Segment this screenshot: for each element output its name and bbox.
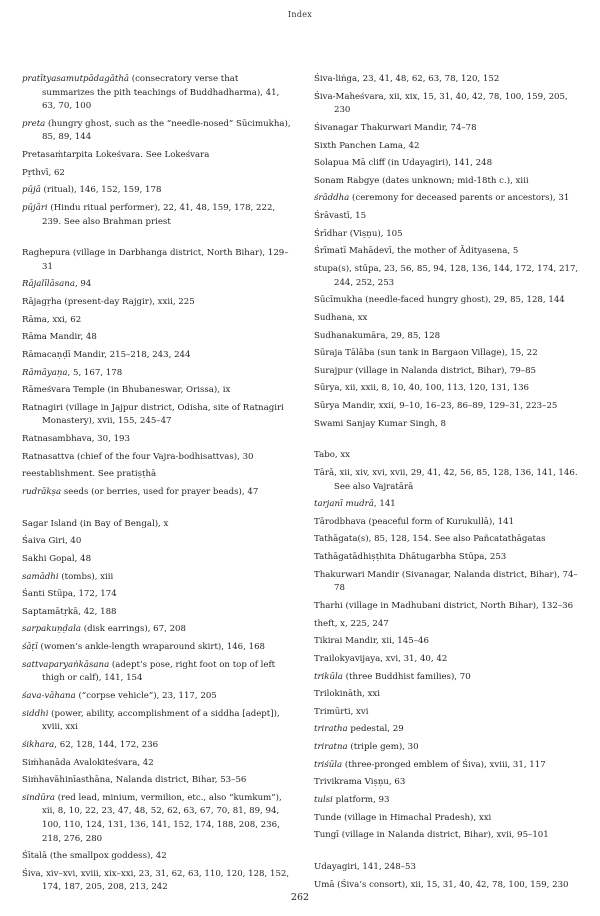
index-entry <box>314 635 584 649</box>
index-entry-text: Sūraja Tālāba (sun tank in Bargaon Village), 15, 22 <box>314 348 538 359</box>
index-entry <box>314 91 584 118</box>
index-entry-text: seeds (or berries, used for prayer beads), 47 <box>61 487 259 498</box>
index-entry-term: triśūla <box>314 759 343 770</box>
index-entry-text: Rāmacaṇḍī Mandir, 215–218, 243, 244 <box>22 349 191 360</box>
index-entry-term: Rāmāyaṇa <box>22 367 68 378</box>
index-entry <box>22 850 292 864</box>
index-entry <box>22 402 292 429</box>
index-entry-text: Ratnasattva (chief of the four Vajra-bodhisattvas), 30 <box>22 451 254 462</box>
index-entry-text: (hungry ghost, such as the “needle-nosed” Sūcimukha), 85, 89, 144 <box>42 118 291 143</box>
index-entry <box>22 659 292 686</box>
index-entry <box>314 330 584 344</box>
index-entry-text: Sonam Rabgye (dates unknown; mid-18th c.), xiii <box>314 175 529 186</box>
index-entry <box>314 263 584 290</box>
index-entry-term: śāṭī <box>22 642 38 653</box>
index-entry-text: Tārā, xii, xiv, xvi, xvii, 29, 41, 42, 56, 85, 128, 136, 141, 146. See also Vajratārā <box>314 467 578 492</box>
index-entry-term: tarjanī mudrā <box>314 499 374 510</box>
index-entry-term: preta <box>22 118 46 129</box>
index-entry-text: theft, x, 225, 247 <box>314 618 389 629</box>
index-entry-term: Rājalīlāsana <box>22 279 75 290</box>
index-entry <box>22 73 292 114</box>
index-entry <box>314 418 584 432</box>
index-entry <box>22 792 292 846</box>
index-entry-text: Solapua Mā cliff (in Udayagiri), 141, 248 <box>314 158 493 169</box>
index-entry <box>314 245 584 259</box>
index-entry-text: Tunde (village in Himachal Pradesh), xxi <box>314 812 492 823</box>
index-entry <box>314 175 584 189</box>
index-entry-term: sarpakuṇḍala <box>22 624 82 635</box>
index-entry <box>22 708 292 735</box>
index-entry-text: , 5, 167, 178 <box>67 367 123 378</box>
index-entry-text: Thakurwari Mandir (Sivanagar, Nalanda district, Bihar), 74–78 <box>314 569 578 594</box>
index-entry <box>314 157 584 171</box>
index-entry-text: Sakhi Gopal, 48 <box>22 553 92 564</box>
index-entry-text: , 141 <box>373 499 396 510</box>
index-entry-text: platform, 93 <box>332 795 390 806</box>
index-entry-text: Raghepura (village in Darbhanga district, North Bihar), 129–31 <box>22 248 289 272</box>
index-entry-text: , 94 <box>74 279 92 290</box>
index-entry-text: Śiva-liṅga, 23, 41, 48, 62, 63, 78, 120, 152 <box>314 74 500 84</box>
index-entry <box>314 671 584 685</box>
index-entry-text: Sudhana, xx <box>314 312 368 323</box>
index-entry <box>314 467 584 494</box>
index-entry <box>314 812 584 826</box>
index-entry-text: (tombs), xiii <box>58 571 114 582</box>
index-entry <box>314 653 584 667</box>
index-entry-term: pūjā <box>22 185 41 196</box>
index-entry-term: śrāddha <box>314 193 350 204</box>
index-entry-text: Trailokyavijaya, xvi, 31, 40, 42 <box>314 653 448 664</box>
index-entry-term: trikūla <box>314 671 343 682</box>
index-entry-text: Tikirai Mandir, xii, 145–46 <box>314 636 429 647</box>
index-entry-text: Siṁhanāda Avalokiteśvara, 42 <box>22 757 154 768</box>
index-entry-text: Śiva, xiv–xvi, xviii, xix–xxi, 23, 31, 62, 63, 110, 120, 128, 152, 174, 187, 205, 208, 213, 242 <box>22 868 290 893</box>
index-entry-text: Śrīdhar (Viṣṇu), 105 <box>314 228 403 239</box>
index-entry-term: pūjāri <box>22 202 48 213</box>
index-entry <box>22 451 292 465</box>
index-entry-text: (three-pronged emblem of Śiva), xviii, 31, 117 <box>342 759 546 770</box>
index-entry-text: Ratnagiri (village in Jajpur district, Odisha, site of Ratnagiri Monastery), xvii, 155, 245–47 <box>22 402 284 427</box>
index-entry <box>314 294 584 308</box>
index-entry <box>22 149 292 163</box>
index-entry-term: triratna <box>314 742 348 753</box>
index-entry <box>22 247 292 274</box>
index-entry-term: sindūra <box>22 792 55 803</box>
index-entry <box>22 468 292 482</box>
index-entry-term: tulsi <box>314 795 333 806</box>
index-entry-text: Śanti Stūpa, 172, 174 <box>22 589 117 600</box>
index-entry-term: siddhi <box>22 708 49 719</box>
index-entry-text: (triple gem), 30 <box>347 742 419 753</box>
index-entry-text: (disk earrings), 67, 208 <box>81 624 186 635</box>
index-entry <box>22 623 292 637</box>
index-entry-text: Tathāgata(s), 85, 128, 154. See also Pañcatathāgatas <box>314 534 546 545</box>
index-entry-text: Sūrya, xii, xxii, 8, 10, 40, 100, 113, 120, 131, 136 <box>314 383 530 394</box>
index-entry <box>314 600 584 614</box>
index-entry <box>314 228 584 242</box>
index-entry <box>22 184 292 198</box>
index-entry <box>22 739 292 753</box>
index-entry <box>314 706 584 720</box>
index-entry-text: Tabo, xx <box>314 450 351 461</box>
index-entry-text: (three Buddhist families), 70 <box>342 671 471 682</box>
index-entry-text: Sudhanakumāra, 29, 85, 128 <box>314 330 441 341</box>
index-entry-term: śikhara <box>22 739 55 750</box>
index-entry <box>314 723 584 737</box>
index-entry-text: (women’s ankle-length wraparound skirt), 146, 168 <box>37 642 266 653</box>
index-entry-text: (ritual), 146, 152, 159, 178 <box>40 185 162 196</box>
index-entry <box>22 868 292 895</box>
index-entry <box>22 774 292 788</box>
index-entry-text: Pretasaṁtarpita Lokeśvara. See Lokeśvara <box>22 150 210 161</box>
index-entry-text: pedestal, 29 <box>347 724 404 735</box>
index-entry-text: stupa(s), stūpa, 23, 56, 85, 94, 128, 136, 144, 172, 174, 217, 244, 252, 253 <box>314 264 579 288</box>
index-entry <box>314 400 584 414</box>
index-entry <box>22 433 292 447</box>
index-entry <box>314 498 584 512</box>
index-entry-text: Śrāvastī, 15 <box>314 211 367 222</box>
index-entry-text: Sixth Panchen Lama, 42 <box>314 140 420 151</box>
index-entry <box>314 829 584 843</box>
index-entry-term: samādhi <box>22 571 59 582</box>
index-entry-text: Śrīmatī Mahādevī, the mother of Ādityasena, 5 <box>314 246 519 257</box>
index-entry-text: Trivikrama Viṣṇu, 63 <box>314 777 406 788</box>
index-entry-term: sattvaparyaṅkāsana <box>22 659 110 670</box>
index-entry <box>22 535 292 549</box>
index-entry <box>314 618 584 632</box>
index-entry <box>22 690 292 704</box>
index-entry <box>314 551 584 565</box>
index-entry <box>314 312 584 326</box>
index-entry <box>22 118 292 145</box>
index-entry <box>314 533 584 547</box>
index-entry <box>314 449 584 463</box>
index-column-right <box>314 73 584 896</box>
index-entry <box>314 347 584 361</box>
index-entry-term: rudrākṣa <box>22 487 62 498</box>
index-entry-text: (consecratory verse that summarizes the pith teachings of Buddhadharma), 41, 63, 70, 100 <box>42 74 280 112</box>
index-entry <box>314 192 584 206</box>
index-entry-text: Tārodbhava (peaceful form of Kurukullā), 141 <box>314 516 515 527</box>
index-entry <box>314 776 584 790</box>
index-entry-text: Surajpur (village in Nalanda district, Bihar), 79–85 <box>314 365 537 376</box>
index-entry-text: Siṁhavāhinīasthāna, Nalanda district, Bihar, 53–56 <box>22 775 247 786</box>
index-entry-text: Udayagiri, 141, 248–53 <box>314 861 416 872</box>
index-entry-text: Śītalā (the smallpox goddess), 42 <box>22 851 167 862</box>
index-entry <box>22 331 292 345</box>
index-entry-text: (ceremony for deceased parents or ancestors), 31 <box>349 193 570 204</box>
index-entry-text: Śivanagar Thakurwari Mandir, 74–78 <box>314 122 477 133</box>
index-entry <box>314 122 584 136</box>
index-entry <box>314 365 584 379</box>
index-entry <box>314 759 584 773</box>
index-entry <box>314 861 584 875</box>
index-entry-term: śava-vāhana <box>22 691 76 701</box>
index-entry-text: Śiva-Maheśvara, xii, xix, 15, 31, 40, 42, 78, 100, 159, 205, 230 <box>314 91 568 116</box>
index-entry <box>314 516 584 530</box>
index-entry-text: Sagar Island (in Bay of Bengal), x <box>22 518 169 529</box>
index-entry-text: (adept’s pose, right foot on top of left thigh or calf), 141, 154 <box>42 659 276 684</box>
index-entry <box>314 741 584 755</box>
running-header: Index <box>287 10 313 19</box>
index-entry-text: (red lead, minium, vermilion, etc., also “kumkum”), xii, 8, 10, 22, 23, 47, 48, 52, 62, 63, 67, 70, 81, 89, 94, 100, 110, 124, 131, 136, 141, 152, 174, 188, 208, 236, 218, 276, 280 <box>42 792 282 844</box>
index-entry <box>314 879 584 893</box>
index-entry <box>22 314 292 328</box>
index-entry <box>22 278 292 292</box>
index-entry <box>22 367 292 381</box>
index-entry-text: Trimūrti, xvi <box>314 706 369 717</box>
index-entry-text: Swami Sanjay Kumar Singh, 8 <box>314 418 446 429</box>
index-entry-text: reestablishment. See pratiṣṭhā <box>22 469 157 480</box>
index-entry <box>22 606 292 620</box>
index-entry-text: , 62, 128, 144, 172, 236 <box>54 739 159 750</box>
page-number: 262 <box>290 892 310 903</box>
index-entry <box>314 382 584 396</box>
index-entry <box>22 349 292 363</box>
index-entry-text: (“corpse vehicle”), 23, 117, 205 <box>75 691 217 701</box>
index-entry-text: Trilokināth, xxi <box>314 689 381 700</box>
index-column-left <box>22 73 292 899</box>
index-entry-text: Tathāgatādhiṣṭhita Dhātugarbha Stūpa, 253 <box>314 552 507 563</box>
index-entry <box>314 688 584 702</box>
index-entry-text: Sūcīmukha (needle-faced hungry ghost), 29, 85, 128, 144 <box>314 295 565 306</box>
index-entry <box>314 794 584 808</box>
index-entry <box>314 73 584 87</box>
index-entry-text: Pṛthvī, 62 <box>22 167 65 178</box>
index-entry <box>314 569 584 596</box>
index-entry-term: pratītyasamutpādagāthā <box>22 74 130 84</box>
index-entry-text: Rāma Mandir, 48 <box>22 332 97 343</box>
index-entry-text: Sūrya Mandir, xxii, 9–10, 16–23, 86–89, 129–31, 223–25 <box>314 401 558 412</box>
index-entry <box>314 210 584 224</box>
index-entry <box>22 757 292 771</box>
index-entry-text: Saptamātṛkā, 42, 188 <box>22 606 117 617</box>
index-entry <box>22 571 292 585</box>
index-entry-text: Rājagṛha (present-day Rajgir), xxii, 225 <box>22 297 195 308</box>
index-entry <box>22 588 292 602</box>
index-entry <box>22 384 292 398</box>
index-entry-text: Umā (Śiva’s consort), xii, 15, 31, 40, 42, 78, 100, 159, 230 <box>314 879 569 890</box>
index-entry-text: (power, ability, accomplishment of a siddha [adept]), xviii, xxi <box>42 708 280 733</box>
index-entry-text: Rāmeśvara Temple (in Bhubaneswar, Orissa), ix <box>22 385 231 396</box>
index-entry <box>314 140 584 154</box>
index-entry <box>22 518 292 532</box>
index-entry <box>22 641 292 655</box>
index-entry-text: Rāma, xxi, 62 <box>22 314 82 325</box>
index-entry <box>22 202 292 229</box>
index-entry-text: Ratnasambhava, 30, 193 <box>22 434 130 445</box>
index-entry <box>22 167 292 181</box>
index-entry-text: (Hindu ritual performer), 22, 41, 48, 159, 178, 222, 239. See also Brahman priest <box>42 202 276 227</box>
index-entry-text: Tungī (village in Nalanda district, Bihar), xvii, 95–101 <box>314 830 549 841</box>
index-entry <box>22 486 292 500</box>
index-entry <box>22 553 292 567</box>
index-entry-text: Tharhi (village in Madhubani district, North Bihar), 132–36 <box>314 600 574 611</box>
index-entry-term: triratha <box>314 724 348 735</box>
index-entry <box>22 296 292 310</box>
index-entry-text: Śaiva Giri, 40 <box>22 536 82 547</box>
